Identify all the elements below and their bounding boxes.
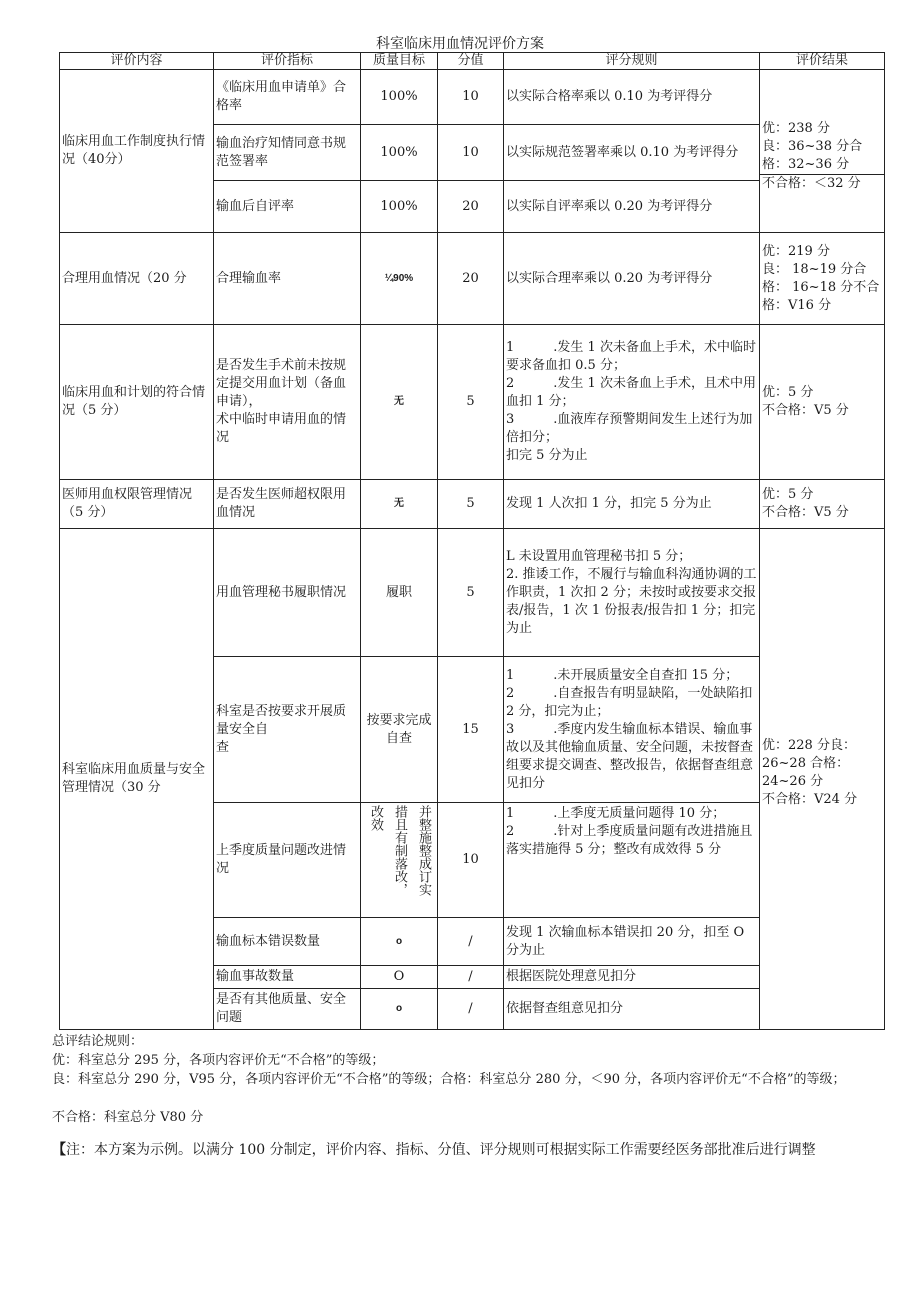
table-row <box>60 70 885 125</box>
section-content: 临床用血工作制度执行情况（40分） <box>60 70 214 233</box>
table-row <box>60 325 885 480</box>
target-cell: 100% <box>361 125 438 181</box>
note-bracket: 【 <box>52 1142 66 1158</box>
target-cell: o <box>361 989 438 1030</box>
rule-cell: 发现 1 次输血标本错误扣 20 分，扣至 O 分为止 <box>504 918 760 966</box>
result-main: 优：238 分 良：36~38 分合 格：32~36 分 <box>762 121 863 172</box>
rule-cell: 依据督查组意见扣分 <box>504 989 760 1030</box>
header-content: 评价内容 <box>60 53 214 70</box>
conclusion-excellent: 优：科室总分 295 分，各项内容评价无“不合格”的等级； <box>52 1053 385 1068</box>
table-row <box>60 480 885 529</box>
target-vertical-text <box>361 805 437 915</box>
target-col: 措且有制落改， <box>392 805 407 896</box>
rule-cell <box>504 657 760 803</box>
rule-cell: 1 .上季度无质量问题得 10 分； 2 .针对上季度质量问题有改进措施且落实措施得 5 分；整改有成效得 5 分 <box>504 803 760 918</box>
score-cell: 15 <box>438 657 504 803</box>
section-content: 临床用血和计划的符合情况（5 分） <box>60 325 214 480</box>
result-fail: 不合格：＜32 分 <box>760 174 884 193</box>
indicator-cell: 《临床用血申请单》合格率 <box>214 70 361 125</box>
rule-cell: L 未设置用血管理秘书扣 5 分； 2. 推诿工作，不履行与输血科沟通协调的工作职责，1 次扣 2 分；未按时或按要求交报表/报告，1 次 1 份报表/报告扣 1 分；扣完为止 <box>504 529 760 657</box>
score-cell: 10 <box>438 70 504 125</box>
conclusion-heading: 总评结论规则： <box>52 1034 144 1049</box>
table-header-row <box>60 53 885 70</box>
target-col: 并整施整成订实 <box>416 805 431 896</box>
section-content: 科室临床用血质量与安全管理情况（30 分 <box>60 529 214 1030</box>
conclusion-good: 良：科室总分 290 分，V95 分，各项内容评价无“不合格”的等级；合格：科室总分 280 分，＜90 分，各项内容评价无“不合格”的等级； <box>52 1072 846 1087</box>
target-cell: ¼90% <box>361 233 438 325</box>
header-indicator: 评价指标 <box>214 53 361 70</box>
rule-cell: 以实际自评率乘以 0.20 为考评得分 <box>504 181 760 233</box>
target-cell: 按要求完成自查 <box>361 657 438 803</box>
indicator-cell: 用血管理秘书履职情况 <box>214 529 361 657</box>
header-result: 评价结果 <box>760 53 885 70</box>
target-cell <box>361 803 438 918</box>
note <box>52 1139 912 1159</box>
indicator-cell: 是否有其他质量、安全问题 <box>214 989 361 1030</box>
header-target: 质量目标 <box>361 53 438 70</box>
indicator-cell: 输血治疗知情同意书规范签署率 <box>214 125 361 181</box>
score-cell: 10 <box>438 125 504 181</box>
table-row <box>60 529 885 657</box>
page-title: 科室临床用血情况评价方案 <box>376 36 544 52</box>
table-row <box>60 233 885 325</box>
score-cell: 5 <box>438 480 504 529</box>
score-cell: 20 <box>438 181 504 233</box>
score-cell: / <box>438 966 504 989</box>
score-cell: / <box>438 918 504 966</box>
evaluation-table <box>59 52 885 1030</box>
indicator-cell: 合理输血率 <box>214 233 361 325</box>
rule-cell: 1 .发生 1 次未备血上手术，术中临时要求备血扣 0.5 分； 2 .发生 1 次未备血上手术，且术中用血扣 1 分； 3 .血液库存预警期间发生上述行为加倍扣分； 扣完 5 分为止 <box>504 325 760 480</box>
header-score: 分值 <box>438 53 504 70</box>
result-cell: 优：228 分良： 26~28 合格：24~26 分 不合格：V24 分 <box>760 529 885 1030</box>
result-cell: 优：5 分 不合格：V5 分 <box>760 480 885 529</box>
target-cell: 100% <box>361 70 438 125</box>
rule-cell: 以实际合格率乘以 0.10 为考评得分 <box>504 70 760 125</box>
indicator-cell: 输血后自评率 <box>214 181 361 233</box>
rule-text: 1 .未开展质量安全自查扣 15 分； 2 .自查报告有明显缺陷，一处缺陷扣 2 分，扣完为止； 3 .季度内发生输血标本错误、输血事故以及其他输血质量、安全问题，未按督查组要求提交调查、整改报告，依据督查组意见扣分 <box>506 667 754 791</box>
rule-cell: 以实际合理率乘以 0.20 为考评得分 <box>504 233 760 325</box>
rule-cell: 发现 1 人次扣 1 分，扣完 5 分为止 <box>504 480 760 529</box>
score-cell: / <box>438 989 504 1030</box>
section-content: 医师用血权限管理情况（5 分） <box>60 480 214 529</box>
indicator-cell: 上季度质量问题改进情况 <box>214 803 361 918</box>
rule-cell: 根据医院处理意见扣分 <box>504 966 760 989</box>
target-cell: 无 <box>361 480 438 529</box>
score-cell: 5 <box>438 529 504 657</box>
rule-cell: 以实际规范签署率乘以 0.10 为考评得分 <box>504 125 760 181</box>
indicator-cell: 输血事故数量 <box>214 966 361 989</box>
section-content: 合理用血情况（20 分 <box>60 233 214 325</box>
note-text: 注：本方案为示例。以满分 100 分制定，评价内容、指标、分值、评分规则可根据实际工作需要经医务部批准后进行调整 <box>66 1142 816 1158</box>
target-cell: o <box>361 918 438 966</box>
score-cell: 20 <box>438 233 504 325</box>
indicator-cell: 输血标本错误数量 <box>214 918 361 966</box>
target-cell: 100% <box>361 181 438 233</box>
score-cell: 10 <box>438 803 504 918</box>
indicator-cell: 是否发生医师超权限用血情况 <box>214 480 361 529</box>
conclusion-fail: 不合格：科室总分 V80 分 <box>52 1110 204 1125</box>
indicator-cell: 是否发生手术前未按规定提交用血计划（备血申请）， 术中临时申请用血的情况 <box>214 325 361 480</box>
target-cell: 履职 <box>361 529 438 657</box>
result-cell: 优：5 分 不合格：V5 分 <box>760 325 885 480</box>
result-cell: 优：219 分 良： 18~19 分合 格： 16~18 分不合 格：V16 分 <box>760 233 885 325</box>
score-cell: 5 <box>438 325 504 480</box>
indicator-cell: 科室是否按要求开展质量安全自 查 <box>214 657 361 803</box>
target-col: 改效 <box>368 805 383 831</box>
target-cell: O <box>361 966 438 989</box>
target-cell: 无 <box>361 325 438 480</box>
header-rule: 评分规则 <box>504 53 760 70</box>
result-cell <box>760 70 885 233</box>
